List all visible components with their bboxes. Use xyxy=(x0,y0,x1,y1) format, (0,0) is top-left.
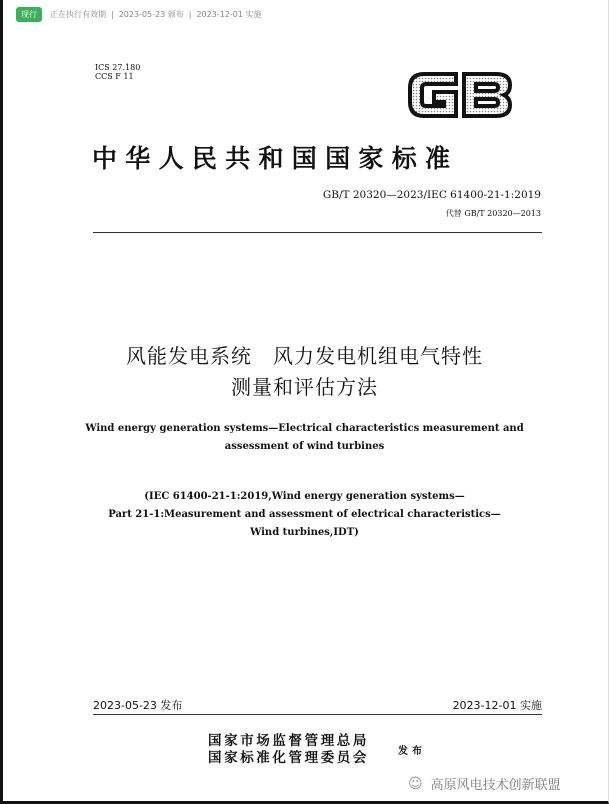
effective-date-footer: 2023-12-01 实施 xyxy=(452,699,542,712)
replaces-code: 代替 GB/T 20320—2013 xyxy=(445,209,541,218)
issue-date: 2023-05-23 发布 xyxy=(93,699,183,712)
wechat-icon: ☺ xyxy=(408,775,423,792)
classification: ICS 27.180 CCS F 11 xyxy=(95,63,141,81)
standard-code: GB/T 20320—2023/IEC 61400-21-1:2019 xyxy=(322,189,541,201)
status-badge: 现行 xyxy=(16,7,42,22)
idt-line3: Wind turbines,IDT) xyxy=(250,527,359,538)
footer-divider xyxy=(93,714,542,715)
status-text: 正在执行有效期 xyxy=(50,10,106,19)
idt-line1: (IEC 61400-21-1:2019,Wind energy generation systems— xyxy=(144,491,465,502)
idt-line2: Part 21-1:Measurement and assessment of electrical characteristics— xyxy=(108,509,501,520)
status-bar: 现行 正在执行有效期 | 2023-05-23 颁布 | 2023-12-01 实施 xyxy=(16,7,262,22)
divider xyxy=(93,232,542,233)
national-standard-title: 中华人民共和国国家标准 xyxy=(92,144,459,173)
cn-title-line2: 测量和评估方法 xyxy=(231,375,378,399)
gb-logo xyxy=(406,68,514,122)
cn-title-line1: 风能发电系统 风力发电机组电气特性 xyxy=(126,344,483,368)
effective-date: 2023-12-01 实施 xyxy=(196,10,262,19)
published-date: 2023-05-23 颁布 xyxy=(118,10,184,19)
watermark: ☺ 高原风电技术创新联盟 xyxy=(408,775,561,793)
publish-label: 发布 xyxy=(398,746,426,757)
en-title-line1: Wind energy generation systems—Electrical characteristics measurement and xyxy=(85,423,524,434)
issuing-organizations: 国家市场监督管理总局 国家标准化管理委员会 xyxy=(208,733,369,766)
en-title-line2: assessment of wind turbines xyxy=(224,441,385,452)
